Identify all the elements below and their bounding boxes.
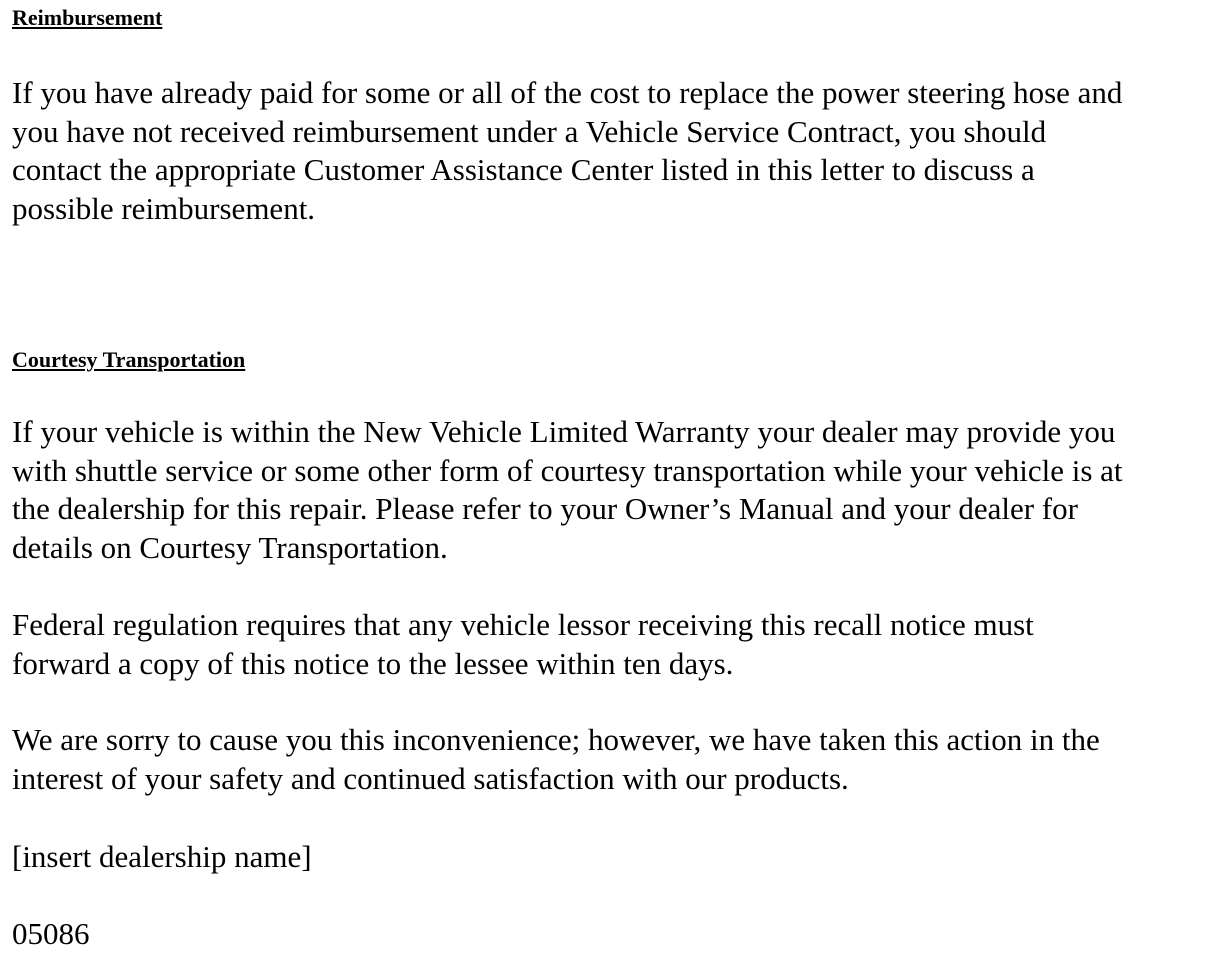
federal-line: Federal regulation requires that any vehicle lessor receiving this recall notice must [12, 607, 1034, 642]
reimbursement-line: possible reimbursement. [12, 190, 316, 226]
reimbursement-heading: Reimbursement [12, 5, 163, 30]
courtesy-transportation-heading: Courtesy Transportation [12, 347, 246, 372]
courtesy-line: the dealership for this repair. Please refer to your Owner’s Manual and your dealer for [12, 491, 1078, 526]
courtesy-line: If your vehicle is within the New Vehicle Limited Warranty your dealer may provide you [12, 414, 1116, 449]
courtesy-line: details on Courtesy Transportation. [12, 529, 448, 565]
apology-paragraph [12, 721, 1100, 798]
dealership-name-placeholder: [insert dealership name] [12, 839, 312, 874]
courtesy-transportation-paragraph [12, 413, 1123, 567]
reimbursement-line: contact the appropriate Customer Assistance Center listed in this letter to discuss a [12, 152, 1035, 187]
reimbursement-line: If you have already paid for some or all of the cost to replace the power steering hose and [12, 75, 1123, 110]
reimbursement-line: you have not received reimbursement under a Vehicle Service Contract, you should [12, 113, 1047, 149]
reimbursement-paragraph [12, 74, 1122, 228]
document-code: 05086 [12, 916, 90, 951]
federal-regulation-paragraph [12, 606, 1034, 683]
apology-line: We are sorry to cause you this inconvenience; however, we have taken this action in the [12, 722, 1100, 757]
courtesy-line: with shuttle service or some other form of courtesy transportation while your vehicle is at [12, 452, 1123, 488]
federal-line: forward a copy of this notice to the lessee within ten days. [12, 645, 734, 681]
apology-line: interest of your safety and continued satisfaction with our products. [12, 760, 849, 796]
